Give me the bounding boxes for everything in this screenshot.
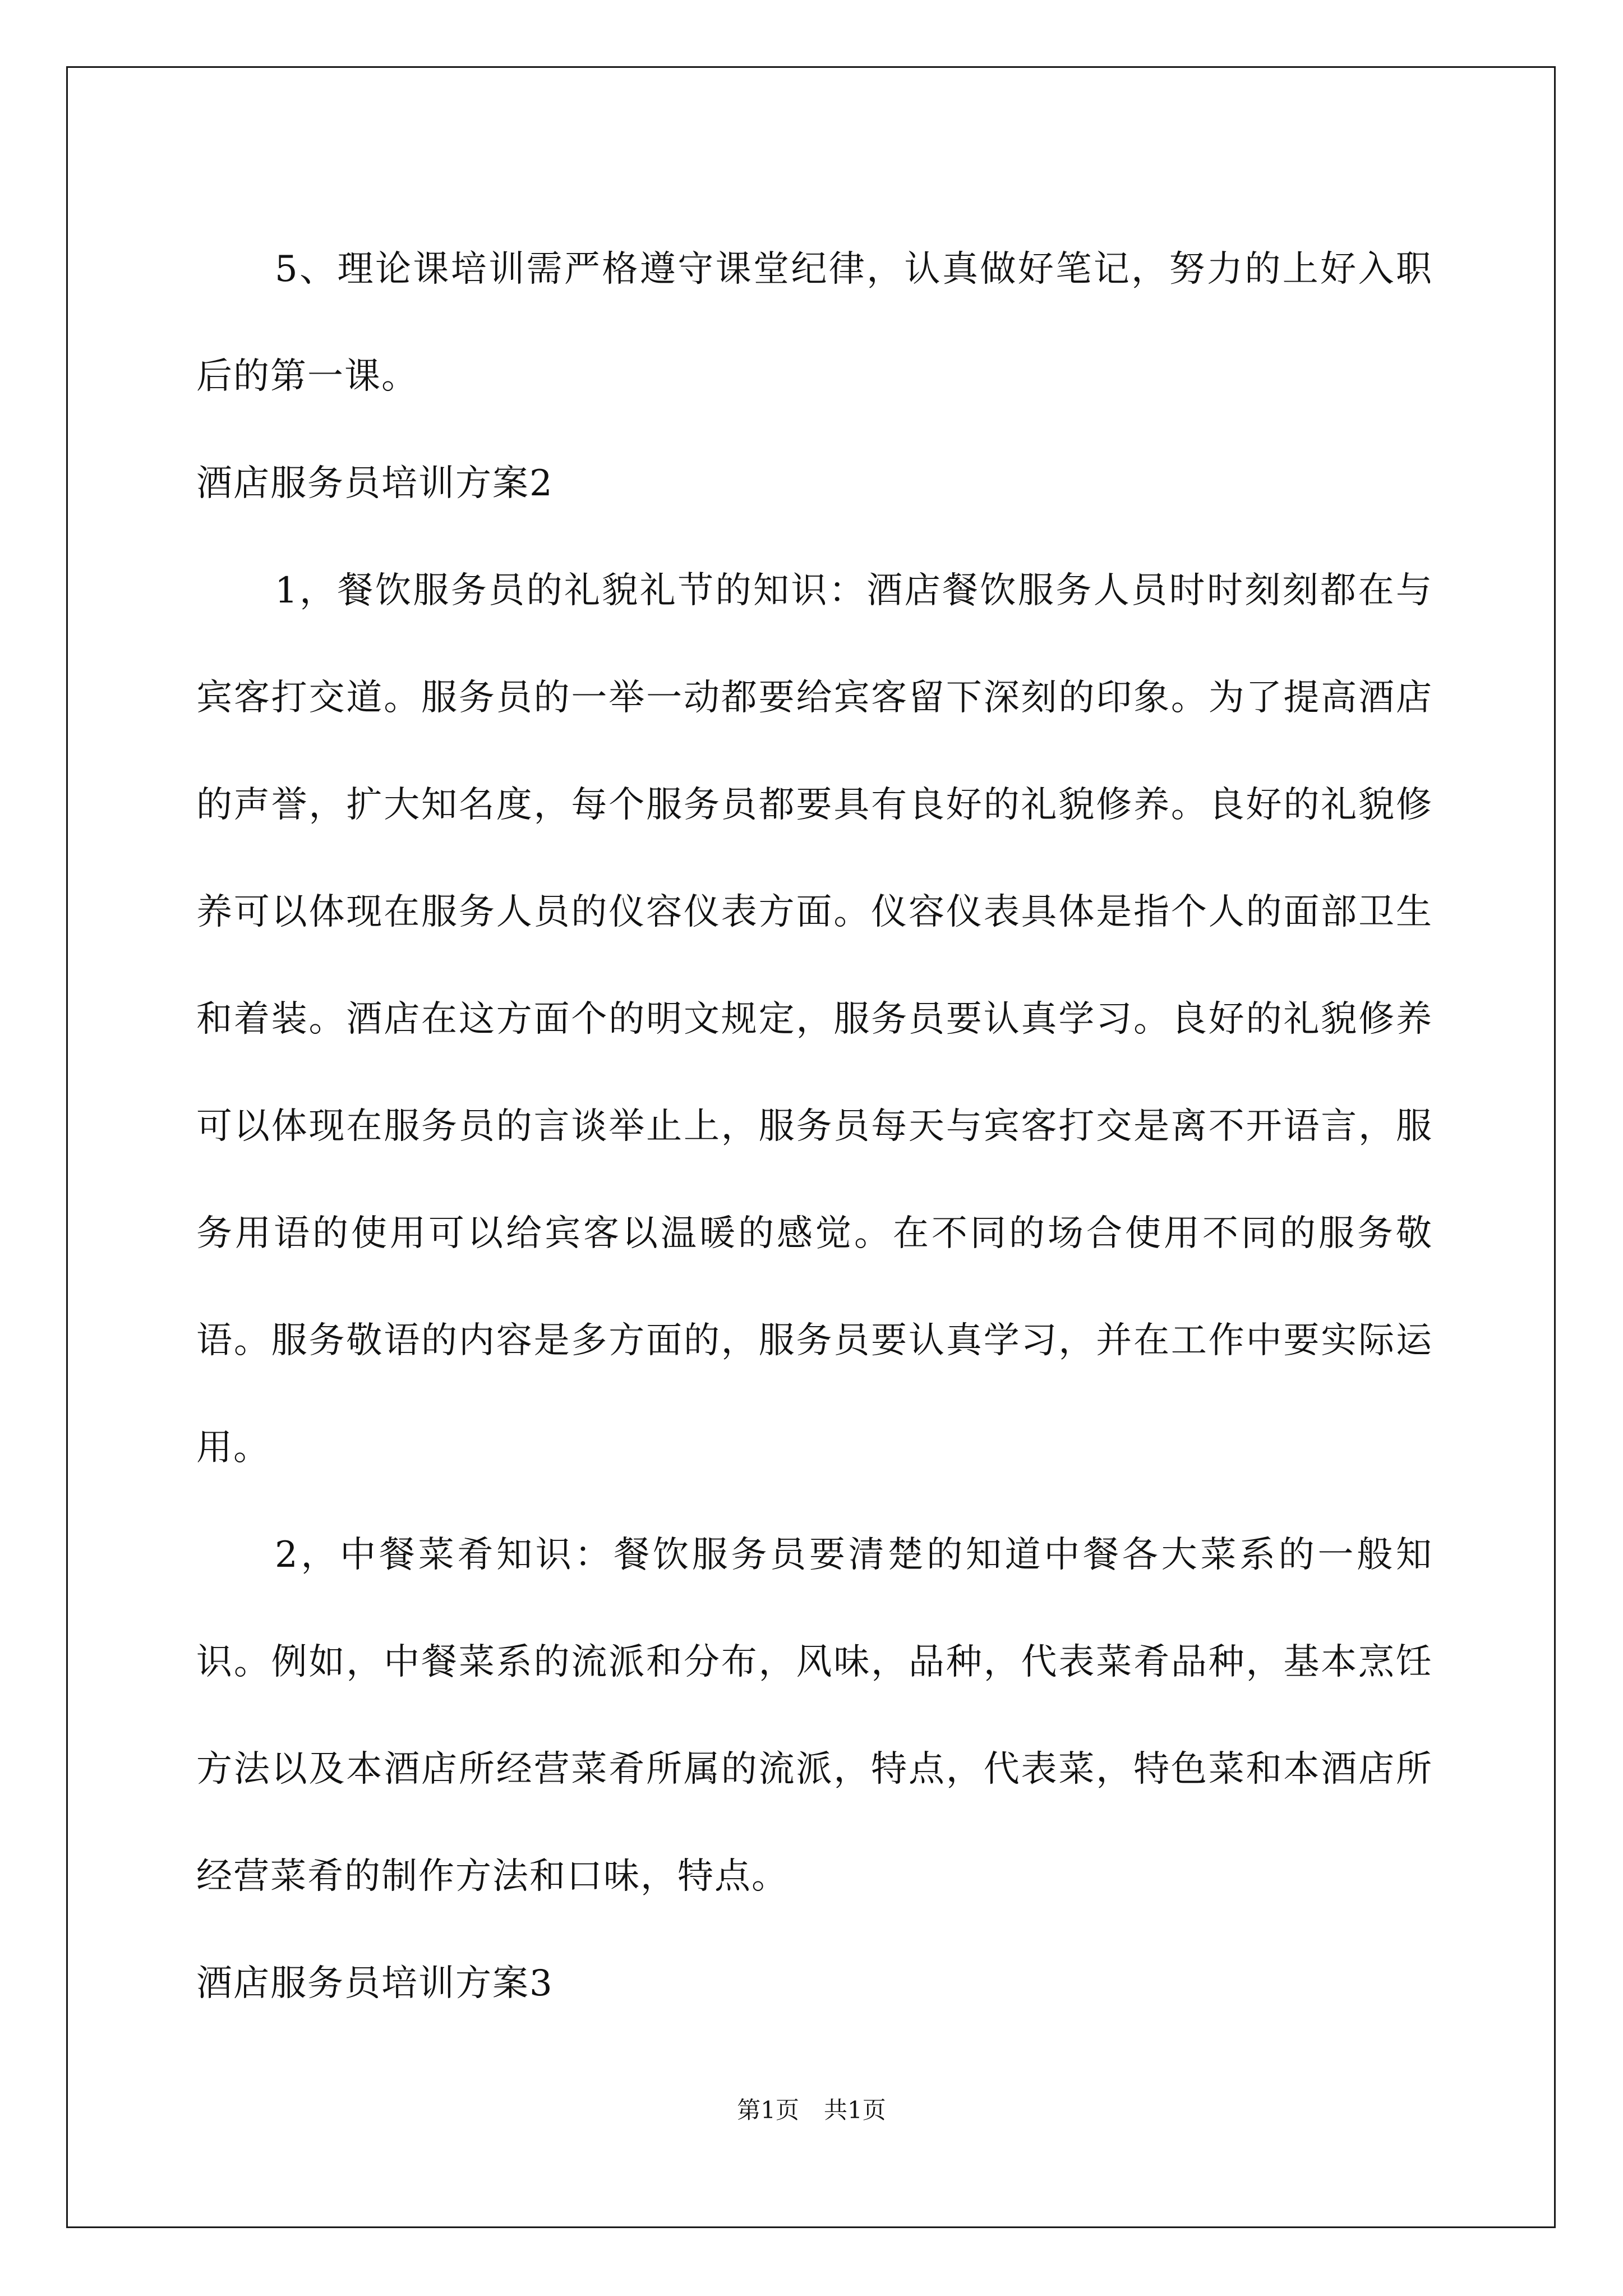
document-body <box>196 216 1433 2037</box>
paragraph-chinese-cuisine-knowledge: 2，中餐菜肴知识：餐饮服务员要清楚的知道中餐各大菜系的一般知识。例如，中餐菜系的流派和分布，风味，品种，代表菜肴品种，基本烹饪方法以及本酒店所经营菜肴所属的流派，特点，代表菜，特色菜和本酒店所经营菜肴的制作方法和口味，特点。 <box>196 1534 1433 1897</box>
page-number: 第1页 <box>737 2096 799 2124</box>
page-footer <box>0 2093 1623 2127</box>
section-heading-2: 酒店服务员培训方案2 <box>196 463 554 504</box>
section-heading-3: 酒店服务员培训方案3 <box>196 1963 554 2004</box>
page-total: 共1页 <box>824 2096 886 2124</box>
paragraph-rule-5: 5、理论课培训需严格遵守课堂纪律，认真做好笔记，努力的上好入职后的第一课。 <box>196 249 1433 397</box>
paragraph-etiquette-knowledge: 1，餐饮服务员的礼貌礼节的知识：酒店餐饮服务人员时时刻刻都在与宾客打交道。服务员的一举一动都要给宾客留下深刻的印象。为了提高酒店的声誉，扩大知名度，每个服务员都要具有良好的礼貌修养。良好的礼貌修养可以体现在服务人员的仪容仪表方面。仪容仪表具体是指个人的面部卫生和着装。酒店在这方面个的明文规定，服务员要认真学习。良好的礼貌修养可以体现在服务员的言谈举止上，服务员每天与宾客打交是离不开语言，服务用语的使用可以给宾客以温暖的感觉。在不同的场合使用不同的服务敬语。服务敬语的内容是多方面的，服务员要认真学习，并在工作中要实际运用。 <box>196 570 1433 1469</box>
